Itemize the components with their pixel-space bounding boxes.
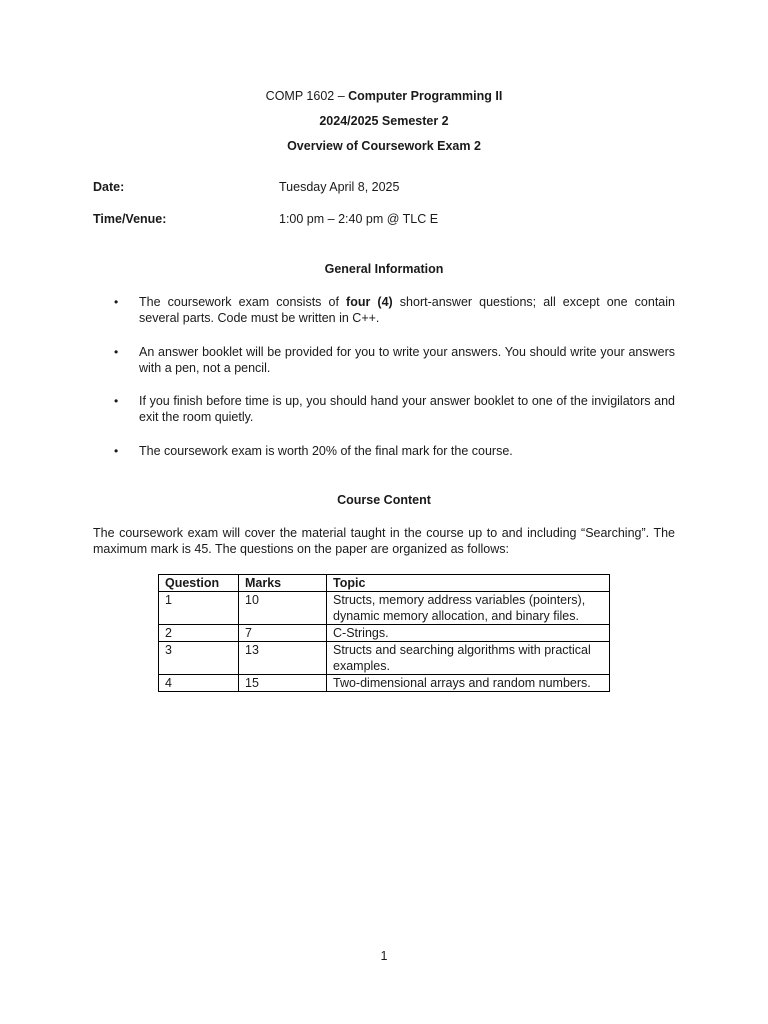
bullet-item [114, 393, 675, 425]
bullet-icon: • [114, 345, 119, 359]
bullet-icon: • [114, 295, 119, 309]
time-venue-value: 1:00 pm – 2:40 pm @ TLC E [279, 212, 439, 226]
bullet-icon: • [114, 444, 119, 458]
bullet-text: An answer booklet will be provided for you to write your answers. You should write your answers with a pen, not a pencil. [139, 345, 675, 375]
course-heading [0, 88, 768, 104]
semester-heading: 2024/2025 Semester 2 [319, 114, 449, 128]
topic-cell: Structs and searching algorithms with practical examples. [327, 642, 610, 675]
marks-cell: 10 [239, 592, 327, 625]
course-name: Computer Programming II [348, 89, 503, 103]
header-marks: Marks [239, 575, 327, 592]
bullet-item [114, 443, 675, 459]
table-header-row [159, 575, 610, 592]
marks-cell: 13 [239, 642, 327, 675]
question-cell: 2 [159, 625, 239, 642]
table-row [159, 642, 610, 675]
topic-cell: C-Strings. [327, 625, 610, 642]
question-table [158, 574, 610, 692]
topic-cell: Structs, memory address variables (pointers), dynamic memory allocation, and binary files. [327, 592, 610, 625]
topic-cell: Two-dimensional arrays and random numbers. [327, 675, 610, 692]
question-count: four (4) [346, 295, 393, 309]
date-value: Tuesday April 8, 2025 [279, 180, 400, 194]
page-number: 1 [380, 949, 388, 963]
header-question: Question [159, 575, 239, 592]
marks-cell: 7 [239, 625, 327, 642]
bullet-text: If you finish before time is up, you should hand your answer booklet to one of the invigilators and exit the room quietly. [139, 394, 675, 424]
header-topic: Topic [327, 575, 610, 592]
table-row [159, 592, 610, 625]
bullet-text: The coursework exam is worth 20% of the final mark for the course. [139, 444, 513, 458]
question-cell: 4 [159, 675, 239, 692]
bullet-text: The coursework exam consists of four (4) short-answer questions; all except one contain several parts. Code must be written in C++. [139, 295, 675, 325]
table-row [159, 625, 610, 642]
date-label: Date: [93, 180, 125, 194]
course-code: COMP 1602 – [265, 89, 349, 103]
general-information-title: General Information [324, 262, 444, 276]
bullet-icon: • [114, 394, 119, 408]
time-venue-label: Time/Venue: [93, 212, 167, 226]
exam-title: Overview of Coursework Exam 2 [287, 139, 481, 153]
bullet-item [114, 344, 675, 376]
course-content-paragraph: The coursework exam will cover the material taught in the course up to and including “Searching”. The maximum mark is 45. The questions on the paper are organized as follows: [93, 526, 675, 556]
table-row [159, 675, 610, 692]
course-content-title: Course Content [337, 493, 431, 507]
marks-cell: 15 [239, 675, 327, 692]
question-cell: 1 [159, 592, 239, 625]
bullet-item [114, 294, 675, 326]
question-cell: 3 [159, 642, 239, 675]
